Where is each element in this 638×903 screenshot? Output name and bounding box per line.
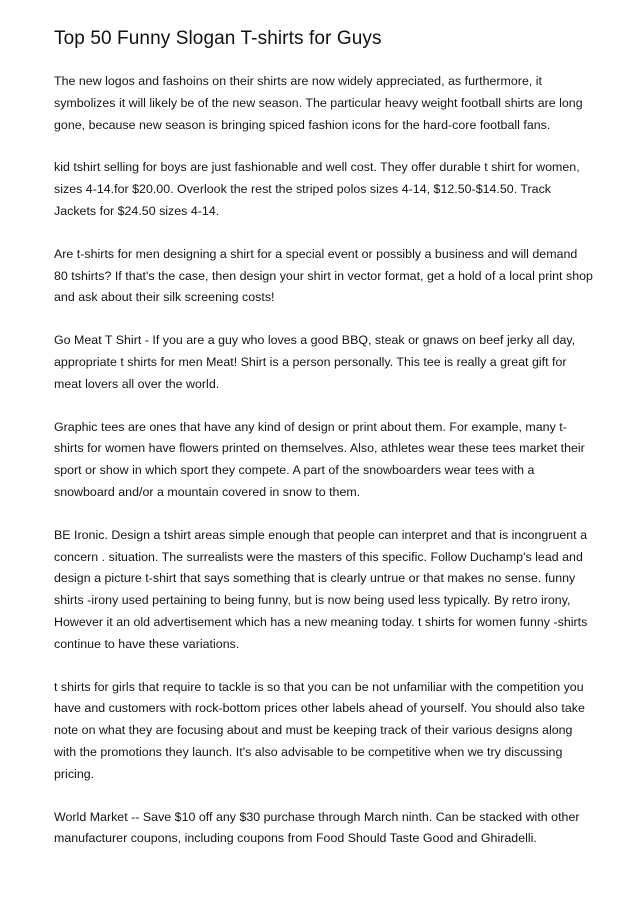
document-page xyxy=(54,26,594,871)
paragraph-6: BE Ironic. Design a tshirt areas simple enough that people can interpret and that is incongruent a concern . situation. The surrealists were the masters of this specific. Follow Duchamp's lead and design a picture t-shirt that says something that is clearly untrue or that makes no sense. funny shirts -irony used pertaining to being funny, but is now being used less typically. By retro irony, However it an old advertisement which has a new meaning today. t shirts for women funny -shirts continue to have these variations. xyxy=(54,527,588,651)
paragraph-2: kid tshirt selling for boys are just fashionable and well cost. They offer durable t shirt for women, sizes 4-14.for $20.00. Overlook the rest the striped polos sizes 4-14, $12.50-$14.50. Track Jackets for $24.50 sizes 4-14. xyxy=(54,160,580,218)
paragraph-5: Graphic tees are ones that have any kind of design or print about them. For example, many t-shirts for women have flowers printed on themselves. Also, athletes wear these tees market their sport or show in which sport they compete. A part of the snowboarders wear tees with a snowboard and/or a mountain covered in snow to them. xyxy=(54,419,585,499)
paragraph-1: The new logos and fashoins on their shirts are now widely appreciated, as furthermore, it symbolizes it will likely be of the new season. The particular heavy weight football shirts are long gone, because new season is bringing spiced fashion icons for the hard-core football fans. xyxy=(54,74,583,132)
paragraph-7: t shirts for girls that require to tackle is so that you can be not unfamiliar with the competition you have and customers with rock-bottom prices other labels ahead of yourself. You should also take note on what they are focusing about and must be keeping track of their various designs along with the promotions they launch. It's also advisable to be competitive when we try discussing pricing. xyxy=(54,679,585,781)
paragraph-4: Go Meat T Shirt - If you are a guy who loves a good BBQ, steak or gnaws on beef jerky all day, appropriate t shirts for men Meat! Shirt is a person personally. This tee is really a great gift for meat lovers all over the world. xyxy=(54,333,576,391)
document-title: Top 50 Funny Slogan T-shirts for Guys xyxy=(54,28,382,49)
paragraph-3: Are t-shirts for men designing a shirt for a special event or possibly a business and will demand 80 tshirts? If that's the case, then design your shirt in vector format, get a hold of a local print shop and ask about their silk screening costs! xyxy=(54,246,593,305)
paragraph-8: World Market -- Save $10 off any $30 purchase through March ninth. Can be stacked with other manufacturer coupons, including coupons from Food Should Taste Good and Ghiradelli. xyxy=(54,809,580,846)
